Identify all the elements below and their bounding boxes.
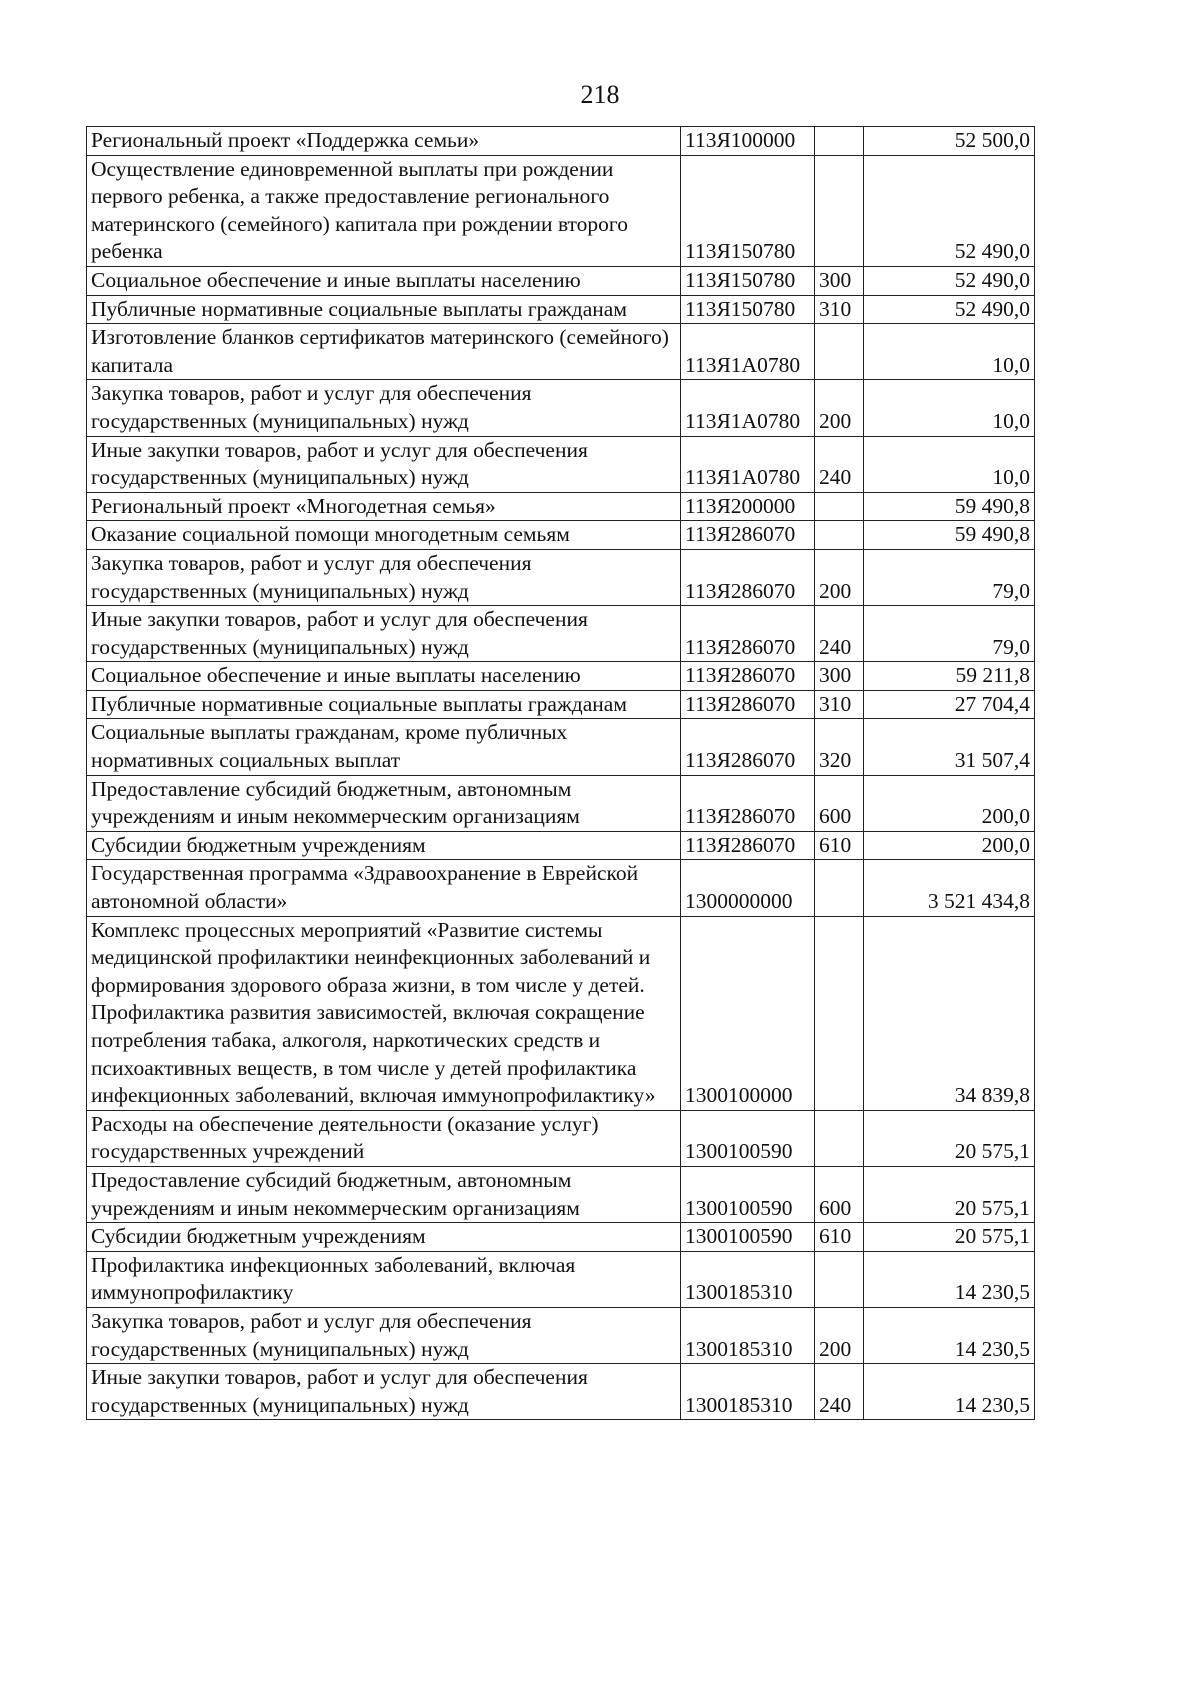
expense-type-cell: 610 <box>815 831 864 860</box>
expense-name-cell: Социальные выплаты гражданам, кроме публичных нормативных социальных выплат <box>87 719 681 775</box>
table-row <box>87 916 1035 1110</box>
table-row <box>87 380 1035 436</box>
table-row <box>87 1166 1035 1222</box>
table-row <box>87 831 1035 860</box>
expense-type-cell: 240 <box>815 1364 864 1420</box>
table-row <box>87 436 1035 492</box>
expense-name-cell: Закупка товаров, работ и услуг для обеспечения государственных (муниципальных) нужд <box>87 549 681 605</box>
expense-type-cell: 610 <box>815 1223 864 1252</box>
table-row <box>87 295 1035 324</box>
expense-name-cell: Иные закупки товаров, работ и услуг для обеспечения государственных (муниципальных) нужд <box>87 606 681 662</box>
target-code-cell: 113Я286070 <box>681 719 815 775</box>
expense-type-cell <box>815 916 864 1110</box>
expense-name-cell: Комплекс процессных мероприятий «Развитие системы медицинской профилактики неинфекционных заболеваний и формирования здорового образа жизни, в том числе у детей. Профилактика развития зависимостей, включая сокращение потребления табака, алкоголя, наркотических средств и психоактивных веществ, в том числе у детей профилактика инфекционных заболеваний, включая иммунопрофилактику» <box>87 916 681 1110</box>
expense-type-cell <box>815 1110 864 1166</box>
target-code-cell: 113Я1А0780 <box>681 324 815 380</box>
table-row <box>87 606 1035 662</box>
target-code-cell: 113Я150780 <box>681 295 815 324</box>
target-code-cell: 1300000000 <box>681 860 815 916</box>
expense-name-cell: Оказание социальной помощи многодетным семьям <box>87 521 681 550</box>
target-code-cell: 1300100000 <box>681 916 815 1110</box>
amount-cell: 52 490,0 <box>864 295 1035 324</box>
expense-name-cell: Публичные нормативные социальные выплаты гражданам <box>87 295 681 324</box>
amount-cell: 10,0 <box>864 324 1035 380</box>
target-code-cell: 113Я150780 <box>681 155 815 266</box>
target-code-cell: 113Я1А0780 <box>681 436 815 492</box>
expense-name-cell: Социальное обеспечение и иные выплаты населению <box>87 662 681 691</box>
target-code-cell: 1300185310 <box>681 1307 815 1363</box>
expense-type-cell <box>815 1251 864 1307</box>
amount-cell: 20 575,1 <box>864 1110 1035 1166</box>
target-code-cell: 1300185310 <box>681 1364 815 1420</box>
budget-table-body <box>87 127 1035 1420</box>
target-code-cell: 113Я286070 <box>681 606 815 662</box>
table-row <box>87 1364 1035 1420</box>
expense-name-cell: Закупка товаров, работ и услуг для обеспечения государственных (муниципальных) нужд <box>87 1307 681 1363</box>
expense-name-cell: Государственная программа «Здравоохранение в Еврейской автономной области» <box>87 860 681 916</box>
amount-cell: 52 490,0 <box>864 266 1035 295</box>
amount-cell: 20 575,1 <box>864 1166 1035 1222</box>
amount-cell: 14 230,5 <box>864 1307 1035 1363</box>
expense-name-cell: Предоставление субсидий бюджетным, автономным учреждениям и иным некоммерческим организациям <box>87 1166 681 1222</box>
table-row <box>87 1223 1035 1252</box>
table-row <box>87 1251 1035 1307</box>
expense-name-cell: Закупка товаров, работ и услуг для обеспечения государственных (муниципальных) нужд <box>87 380 681 436</box>
expense-name-cell: Социальное обеспечение и иные выплаты населению <box>87 266 681 295</box>
target-code-cell: 113Я200000 <box>681 492 815 521</box>
amount-cell: 27 704,4 <box>864 690 1035 719</box>
expense-type-cell: 310 <box>815 690 864 719</box>
expense-name-cell: Профилактика инфекционных заболеваний, включая иммунопрофилактику <box>87 1251 681 1307</box>
amount-cell: 34 839,8 <box>864 916 1035 1110</box>
target-code-cell: 1300100590 <box>681 1110 815 1166</box>
expense-type-cell: 600 <box>815 775 864 831</box>
amount-cell: 59 211,8 <box>864 662 1035 691</box>
table-row <box>87 521 1035 550</box>
table-row <box>87 860 1035 916</box>
amount-cell: 10,0 <box>864 436 1035 492</box>
page-number: 218 <box>580 80 620 109</box>
expense-type-cell: 200 <box>815 549 864 605</box>
table-row <box>87 719 1035 775</box>
table-row <box>87 775 1035 831</box>
expense-name-cell: Региональный проект «Поддержка семьи» <box>87 127 681 156</box>
amount-cell: 52 500,0 <box>864 127 1035 156</box>
target-code-cell: 113Я286070 <box>681 775 815 831</box>
amount-cell: 10,0 <box>864 380 1035 436</box>
expense-name-cell: Публичные нормативные социальные выплаты гражданам <box>87 690 681 719</box>
expense-type-cell <box>815 492 864 521</box>
table-row <box>87 662 1035 691</box>
budget-table <box>86 126 1035 1420</box>
amount-cell: 79,0 <box>864 606 1035 662</box>
amount-cell: 3 521 434,8 <box>864 860 1035 916</box>
expense-name-cell: Предоставление субсидий бюджетным, автономным учреждениям и иным некоммерческим организациям <box>87 775 681 831</box>
target-code-cell: 1300100590 <box>681 1223 815 1252</box>
expense-type-cell: 320 <box>815 719 864 775</box>
expense-type-cell: 200 <box>815 380 864 436</box>
expense-name-cell: Субсидии бюджетным учреждениям <box>87 831 681 860</box>
amount-cell: 14 230,5 <box>864 1251 1035 1307</box>
target-code-cell: 113Я150780 <box>681 266 815 295</box>
table-row <box>87 324 1035 380</box>
target-code-cell: 113Я286070 <box>681 662 815 691</box>
target-code-cell: 113Я100000 <box>681 127 815 156</box>
expense-type-cell: 300 <box>815 266 864 295</box>
amount-cell: 59 490,8 <box>864 521 1035 550</box>
expense-type-cell: 200 <box>815 1307 864 1363</box>
target-code-cell: 1300185310 <box>681 1251 815 1307</box>
expense-type-cell: 240 <box>815 606 864 662</box>
amount-cell: 59 490,8 <box>864 492 1035 521</box>
expense-name-cell: Субсидии бюджетным учреждениям <box>87 1223 681 1252</box>
expense-type-cell: 310 <box>815 295 864 324</box>
expense-name-cell: Осуществление единовременной выплаты при рождении первого ребенка, а также предоставление регионального материнского (семейного) капитала при рождении второго ребенка <box>87 155 681 266</box>
expense-name-cell: Расходы на обеспечение деятельности (оказание услуг) государственных учреждений <box>87 1110 681 1166</box>
table-row <box>87 1307 1035 1363</box>
target-code-cell: 113Я286070 <box>681 690 815 719</box>
expense-name-cell: Региональный проект «Многодетная семья» <box>87 492 681 521</box>
expense-type-cell <box>815 521 864 550</box>
target-code-cell: 113Я1А0780 <box>681 380 815 436</box>
amount-cell: 20 575,1 <box>864 1223 1035 1252</box>
amount-cell: 79,0 <box>864 549 1035 605</box>
amount-cell: 52 490,0 <box>864 155 1035 266</box>
target-code-cell: 113Я286070 <box>681 521 815 550</box>
target-code-cell: 113Я286070 <box>681 549 815 605</box>
table-row <box>87 690 1035 719</box>
amount-cell: 31 507,4 <box>864 719 1035 775</box>
expense-name-cell: Иные закупки товаров, работ и услуг для обеспечения государственных (муниципальных) нужд <box>87 436 681 492</box>
table-row <box>87 1110 1035 1166</box>
table-row <box>87 127 1035 156</box>
expense-type-cell: 600 <box>815 1166 864 1222</box>
expense-type-cell: 240 <box>815 436 864 492</box>
expense-type-cell <box>815 324 864 380</box>
amount-cell: 14 230,5 <box>864 1364 1035 1420</box>
expense-type-cell: 300 <box>815 662 864 691</box>
table-row <box>87 549 1035 605</box>
amount-cell: 200,0 <box>864 831 1035 860</box>
expense-type-cell <box>815 127 864 156</box>
table-row <box>87 492 1035 521</box>
table-row <box>87 155 1035 266</box>
expense-type-cell <box>815 860 864 916</box>
target-code-cell: 113Я286070 <box>681 831 815 860</box>
target-code-cell: 1300100590 <box>681 1166 815 1222</box>
expense-name-cell: Иные закупки товаров, работ и услуг для обеспечения государственных (муниципальных) нужд <box>87 1364 681 1420</box>
table-row <box>87 266 1035 295</box>
amount-cell: 200,0 <box>864 775 1035 831</box>
expense-type-cell <box>815 155 864 266</box>
expense-name-cell: Изготовление бланков сертификатов материнского (семейного) капитала <box>87 324 681 380</box>
